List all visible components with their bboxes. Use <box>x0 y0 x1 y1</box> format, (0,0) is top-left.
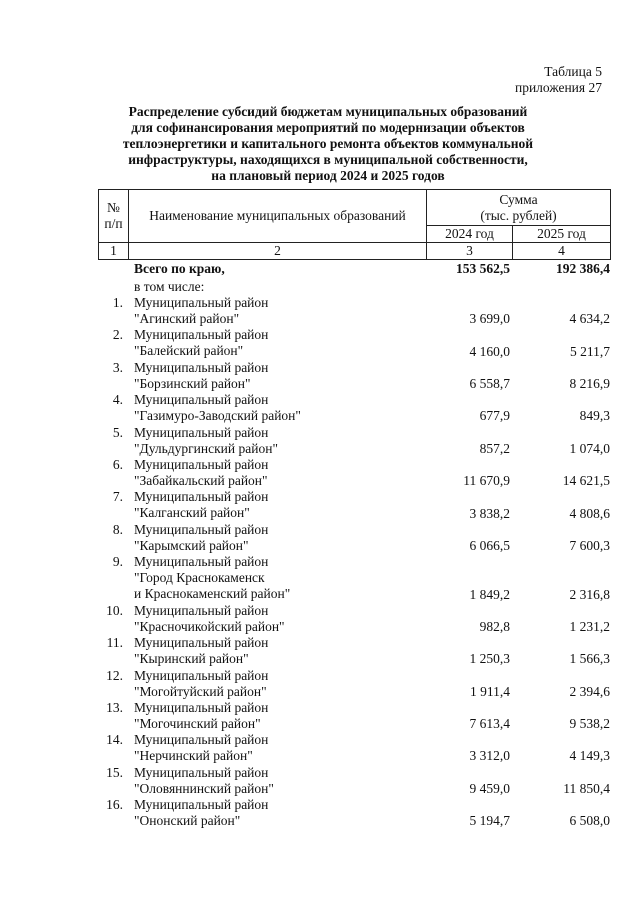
column-index-1: 1 <box>99 243 129 260</box>
amount-2024: 3 312,0 <box>469 748 510 764</box>
municipality-name-line: Муниципальный район <box>134 489 269 505</box>
municipality-name-line: Муниципальный район <box>134 732 269 748</box>
municipality-name <box>134 295 268 327</box>
table-number: Таблица 5 <box>544 64 602 79</box>
municipality-name-line: "Город Краснокаменск <box>134 570 265 586</box>
total-2025: 192 386,4 <box>556 261 610 276</box>
municipality-name <box>134 392 301 424</box>
municipality-name-line: "Оловяннинский район" <box>134 780 274 796</box>
amount-2024: 6 066,5 <box>469 537 510 553</box>
table-row <box>98 360 610 392</box>
amount-2025: 4 634,2 <box>569 311 610 327</box>
header-number-line: п/п <box>104 216 123 231</box>
header-name: Наименование муниципальных образований <box>129 190 427 243</box>
amount-2025: 1 231,2 <box>569 618 610 634</box>
amount-2025: 14 621,5 <box>562 473 610 489</box>
table-body <box>98 261 610 829</box>
amount-2024: 5 194,7 <box>469 813 510 829</box>
municipality-name <box>134 797 268 829</box>
table-row <box>98 522 610 554</box>
amount-2024: 677,9 <box>479 408 510 424</box>
header-year-2025: 2025 год <box>513 226 611 243</box>
amount-2025: 5 211,7 <box>570 343 610 359</box>
amount-2024: 3 699,0 <box>469 311 510 327</box>
amount-2025: 849,3 <box>579 408 610 424</box>
amount-2024: 9 459,0 <box>469 780 510 796</box>
table-row <box>98 797 610 829</box>
municipality-name-line: "Нерчинский район" <box>134 748 253 764</box>
municipality-name <box>134 700 268 732</box>
municipality-name-line: Муниципальный район <box>134 667 269 683</box>
table-row <box>98 603 610 635</box>
municipality-name-line: "Дульдургинский район" <box>134 440 278 456</box>
amount-2024: 7 613,4 <box>469 716 510 732</box>
amount-2024: 857,2 <box>479 440 510 456</box>
amount-2024: 3 838,2 <box>469 505 510 521</box>
table-row <box>98 700 610 732</box>
municipality-name-line: Муниципальный район <box>134 295 269 310</box>
table-row <box>98 295 610 327</box>
header-sum-unit: (тыс. рублей) <box>480 207 557 223</box>
row-number: 12. <box>106 667 123 683</box>
municipality-name <box>134 603 285 635</box>
municipality-name-line: "Красночикойский район" <box>134 618 285 634</box>
table-row <box>98 392 610 424</box>
municipality-name-line: Муниципальный район <box>134 327 269 343</box>
amount-2025: 1 566,3 <box>569 651 610 667</box>
header-sum <box>427 190 611 226</box>
table-row <box>98 489 610 521</box>
municipality-name <box>134 360 268 392</box>
municipality-name-line: "Кыринский район" <box>134 651 249 667</box>
table-row <box>98 635 610 667</box>
amount-2025: 9 538,2 <box>569 716 610 732</box>
title-line: Распределение субсидий бюджетам муниципальных образований <box>128 104 528 119</box>
municipality-name <box>134 327 268 359</box>
municipality-name-line: "Карымский район" <box>134 537 249 553</box>
row-number: 11. <box>106 635 123 651</box>
table-row <box>98 668 610 700</box>
appendix-ref: приложения 27 <box>514 80 602 95</box>
header-number <box>99 190 129 243</box>
row-number: 13. <box>106 699 123 715</box>
title-line: теплоэнергетики и капитального ремонта объектов коммунальной <box>122 136 534 151</box>
municipality-name <box>134 489 268 521</box>
amount-2024: 982,8 <box>479 618 510 634</box>
municipality-name-line: Муниципальный район <box>134 602 269 618</box>
municipality-name <box>134 765 274 797</box>
table-row <box>98 327 610 359</box>
row-number: 7. <box>112 489 123 505</box>
municipality-name-line: Муниципальный район <box>134 764 269 780</box>
table-row <box>98 425 610 457</box>
amount-2024: 1 250,3 <box>469 651 510 667</box>
municipality-name <box>134 522 268 554</box>
row-number: 3. <box>112 359 123 375</box>
row-number: 16. <box>106 797 123 813</box>
municipality-name-line: Муниципальный район <box>134 635 269 651</box>
municipality-name-line: Муниципальный район <box>134 456 269 472</box>
municipality-name <box>134 457 268 489</box>
amount-2024: 1 849,2 <box>469 586 510 602</box>
amount-2025: 4 149,3 <box>569 748 610 764</box>
column-index-2: 2 <box>129 243 427 260</box>
including-row <box>98 279 610 295</box>
row-number: 1. <box>112 295 123 310</box>
amount-2025: 1 074,0 <box>569 440 610 456</box>
header-sum-label: Сумма <box>499 191 538 207</box>
row-number: 2. <box>112 327 123 343</box>
municipality-name <box>134 668 268 700</box>
table-header <box>98 189 611 260</box>
municipality-name-line: "Забайкальский район" <box>134 472 268 488</box>
municipality-name <box>134 425 278 457</box>
municipality-name-line: "Ононский район" <box>134 813 241 829</box>
amount-2025: 8 216,9 <box>569 375 610 391</box>
row-number: 8. <box>112 521 123 537</box>
row-number: 4. <box>112 392 123 408</box>
row-number: 14. <box>106 732 123 748</box>
municipality-name-line: "Борзинский район" <box>134 375 251 391</box>
row-number: 15. <box>106 764 123 780</box>
title-line: для софинансирования мероприятий по модернизации объектов <box>131 120 525 135</box>
municipality-name-line: "Газимуро-Заводский район" <box>134 408 301 424</box>
row-number: 5. <box>112 424 123 440</box>
total-2024: 153 562,5 <box>456 261 510 276</box>
municipality-name-line: Муниципальный район <box>134 359 269 375</box>
row-number: 6. <box>112 456 123 472</box>
amount-2025: 2 316,8 <box>569 586 610 602</box>
municipality-name-line: Муниципальный район <box>134 554 269 570</box>
amount-2024: 4 160,0 <box>469 343 510 359</box>
table-row <box>98 457 610 489</box>
municipality-name-line: Муниципальный район <box>134 521 269 537</box>
amount-2025: 11 850,4 <box>563 780 610 796</box>
row-number: 10. <box>106 602 123 618</box>
amount-2024: 11 670,9 <box>463 473 510 489</box>
municipality-name <box>134 554 290 602</box>
column-index-4: 4 <box>513 243 611 260</box>
total-row <box>98 261 610 279</box>
municipality-name <box>134 732 268 764</box>
amount-2025: 4 808,6 <box>569 505 610 521</box>
municipality-name-line: "Калганский район" <box>134 505 250 521</box>
municipality-name-line: и Краснокаменский район" <box>134 586 291 602</box>
row-number: 9. <box>112 554 123 570</box>
header-year-2024: 2024 год <box>427 226 513 243</box>
municipality-name-line: "Могочинский район" <box>134 715 261 731</box>
amount-2024: 6 558,7 <box>469 375 510 391</box>
municipality-name-line: Муниципальный район <box>134 797 269 813</box>
municipality-name-line: Муниципальный район <box>134 699 269 715</box>
table-row <box>98 732 610 764</box>
municipality-name-line: "Могойтуйский район" <box>134 683 267 699</box>
amount-2024: 1 911,4 <box>470 683 510 699</box>
municipality-name-line: Муниципальный район <box>134 424 269 440</box>
document-title <box>100 104 556 184</box>
amount-2025: 7 600,3 <box>569 537 610 553</box>
total-label: Всего по краю, <box>134 261 225 276</box>
column-index-3: 3 <box>427 243 513 260</box>
municipality-name-line: "Балейский район" <box>134 343 244 359</box>
header-number-line: № <box>107 200 120 215</box>
including-label: в том числе: <box>134 279 205 294</box>
title-line: на плановый период 2024 и 2025 годов <box>211 168 445 183</box>
amount-2025: 6 508,0 <box>569 813 610 829</box>
table-row <box>98 554 610 603</box>
municipality-name-line: "Агинский район" <box>134 311 240 326</box>
amount-2025: 2 394,6 <box>569 683 610 699</box>
municipality-name-line: Муниципальный район <box>134 392 269 408</box>
title-line: инфраструктуры, находящихся в муниципальной собственности, <box>128 152 528 167</box>
municipality-name <box>134 635 268 667</box>
table-row <box>98 765 610 797</box>
